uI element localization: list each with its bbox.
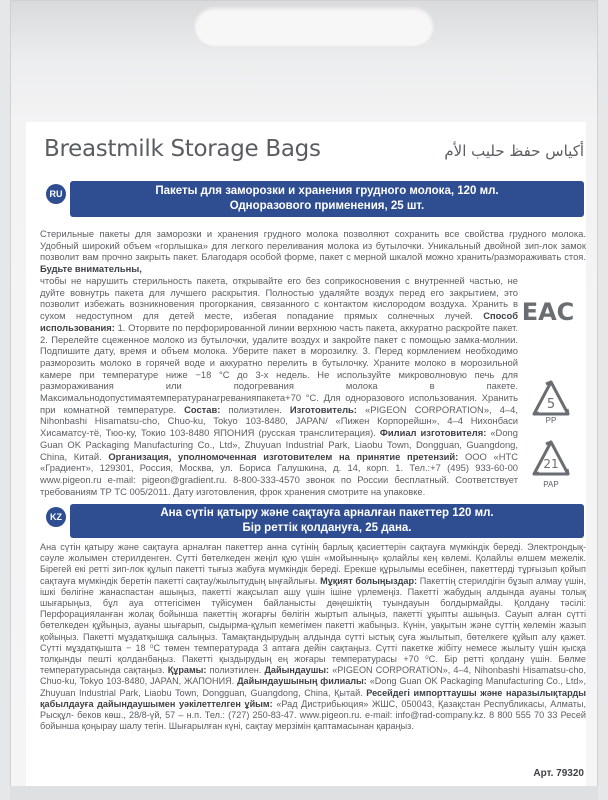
kz-branch-label: Дайындаушының филиалы:: [237, 676, 370, 687]
ru-branch-text: «Dong Guan OK Packaging Manufacturing Co., Ltd», Zhuyuan Industrial Park, Liaobu Town, Dongguan, Guangdong, China, Китай.: [40, 427, 518, 462]
ru-composition-label: Состав:: [184, 403, 229, 415]
bottom-edge: [10, 786, 598, 800]
ru-org-text: ООО «НТС «Градиент», 129301, Россия, Москва, ул. Бориса Галушкина, д. 14, корп. 1. Тел.:+7 (495) 933-60-00 www.pigeon.ru e-mail: pigeon@gradient.ru. 8-800-333-4570 звонок по России бесплатный. Соответствует требованиям ТР ТС 005/2011. Дату изготовления, фрок хранения смотрите на упаковке.: [40, 450, 518, 497]
ru-code: RU: [46, 184, 66, 204]
ru-manufacturer-label: Изготовитель:: [289, 403, 365, 415]
ru-intro-text: Стерильные пакеты для заморозки и хранения грудного молока позволяют сохранить все свойства грудного молока. Удобный широкий объем «горлышка» для легкого переливания молока из бутылочки. Уникальный двойной зип-лок замок позволит вам прочно закрыть пакет. Благодаря особой форме, пакет с мерной шкалой можно хранить/размораживать стоя.: [40, 228, 586, 263]
title-english: Breastmilk Storage Bags: [44, 136, 321, 162]
kz-manufacturer-label: Дайындаушы:: [264, 665, 333, 676]
kz-importer-label: Ресейдегі импорттаушы және наразылықтарды қабылдауға дайындаушымен уәкілеттелген ұйым:: [40, 687, 586, 709]
ru-main-text: [40, 275, 518, 497]
kz-manufacturer-text: «PIGEON CORPORATION», 4–4, Nihonbashi Hisamatsu-cho, Chuo-ku, Tokyo 103-8480, JAPAN, ЖАПОНИЯ.: [40, 665, 586, 687]
kz-composition-label: Құрамы:: [167, 665, 210, 676]
ru-banner-line2: Одноразового применения, 25 шт.: [229, 200, 425, 212]
ru-manufacturer-text: «PIGEON CORPORATION», 4–4, Nihonbashi Hisamatsu-cho, Chuo-ku, Tokyo 103-8480, JAPAN/ «Пижен Корпорейшн», 4–4 Нихонбаси Хисаматсу-тё, Тюо-ку, Токио 103-8480 ЯПОНИЯ (русская транслитерация).: [40, 403, 518, 439]
article-number: Арт. 79320: [533, 768, 584, 779]
ru-language-marker: [46, 184, 66, 204]
ru-banner: [70, 181, 584, 217]
eac-mark-icon: [521, 292, 575, 328]
recycle-pp-label: PP: [545, 416, 557, 425]
ru-banner-line1: Пакеты для заморозки и хранения грудного молока, 120 мл.: [155, 185, 499, 197]
ru-usage-text: 1. Оторвите по перфорированной линии верхнюю часть пакета, аккуратно раскройте пакет. 2. Перелейте сцеженное молоко из бутылочки, удалите воздух и закройте пакет с помощью замка-молнии. Подпишите дату, время и объем молока. Уберите пакет в морозилку. 3. Перед кормлением необходимо разморозить молоко в горячей воде и аккуратно перелить в бутылочку. Храните молоко в морозильной камере при температуре ниже −18 °С до 3-х недель. Не используйте микроволновую печь для размораживания или подогревания молока в пакете. Максимальнодопустимаятемпературанагреванияпакета+70 °С. Для одноразового использования. Хранить при комнатной температуре.: [40, 321, 518, 415]
recycle-pap-label: PAP: [543, 480, 559, 489]
hang-hole: [194, 6, 434, 46]
kz-composition-text: полиэтилен.: [209, 665, 265, 676]
eac-text: EAC: [521, 298, 575, 326]
ru-warn-text: чтобы не нарушить стерильность пакета, открывайте его без соприкосновения с внутренней частью, не дуйте вовнутрь пакета для лучшего раскрытия. Полностью удаляйте воздух перед его закрытием, это позволит избежать возникновения прогоркания, связанного с контактом кислородом воздуха. Хранить в сухом недоступном для детей месте, избегая попадание прямых солнечных лучей.: [40, 275, 518, 322]
title-arabic: أكياس حفظ حليب الأم: [444, 142, 584, 160]
kz-intro-text: Ана сүтін қатыру және сақтауға арналған пакеттер анна сүтінің барлық қасиеттерін сақтауға мүмкіндік береді. Электрондық-сәуле жолымен стерилденген. Сүтті бөтелкеден жеңіл құю үшін «мойынның» қолайлы кең көлемі. Қолайлы өлшем межелік. Бірегей екі ретті зип-лок құлып пакетті тығыз жабуға мүмкіндік береді. Ерекше құрылымы есебінен, пакеттерді тұрғызып қойып сақтауға мүмкіндік беретін пакетті сақтау/жылытудың ыңғайлығы.: [40, 542, 586, 586]
kz-branch-text: «Dong Guan OK Packaging Manufacturing Co., Ltd», Zhuyuan Industrial Park, Liaobu Town, Dongguan, Guangdong, China, Қытай.: [40, 676, 586, 698]
product-title: [44, 136, 584, 162]
kz-banner: [70, 504, 584, 538]
kz-banner-line2: Бір реттік қолдануға, 25 дана.: [242, 522, 412, 534]
ru-warn-label: Будьте внимательны,: [40, 263, 142, 275]
ru-branch-label: Филиал изготовителя:: [379, 427, 491, 439]
kz-warn-text: Пакеттің стерилдігін бұзып алмау үшін, ішкі бөлігіне жанаспастан ашыңыз, пакетті жақсылап ашу үшін ішіне үрлемеңіз. Пакетті жабудың алдында ауаны толық шығарыңыз, бұл ауа оттегісімен түйісумен байланысты дөңешіктің туындауын болдырмайды. Қолдану тәсілі: Перфорацияланған жолақ бойынша пакеттің жоғарғы бөлігін жыртып алыңыз, пакетті ұқыпты ашыңыз. Сауып алған сүтті бөтелкеден құйыңыз, ауаны шығарып, сыдырма-құлып кемегімен пакетті жабыңыз. Күнін, уақытын және сүттің көлемін жазып қойыңыз. Пакетті мұздатқышқа салыңыз. Тамақтандырудың алдында сүтті ыстық суға жылытып, бөтелкеге құйып алу қажет. Сүтті мұздатқышта − 18 ⁰С төмен температурада 3 аптаға дейін сақтаңыз. Сүтті пакетке жібіту немесе жылыту үшін қысқа толқынды пешті қолданбаңыз. Пакетті қыздырудың ең жоғары температурасы +70 ⁰С. Бір ретті қолдану үшін. Бөлме температурасында сақтаңыз.: [40, 575, 586, 676]
kz-banner-line1: Ана сүтін қатыру және сақтауға арналған пакеттер 120 мл.: [160, 507, 494, 519]
kz-importer-text: «Рад Дистрибьюция» ЖШС, 050043, Қазақстан Республикасы, Алматы, Рысқұл- беков көш., 28/8-үй, 57 – н.п. Тел.: (727) 250-83-47. www.pigeon.ru. e-mail: info@rad-company.kz. 8 800 555 70 33 Ресей бойынша қоңырау шалу тегін. Шығарылған күні, сақтау мерзімін қаптамасынан қараңыз.: [40, 698, 586, 732]
ru-composition-text: полиэтилен.: [228, 403, 290, 415]
svg-text:5: 5: [546, 397, 556, 412]
recycle-pap-icon: [526, 436, 576, 484]
kz-warn-label: Мұқият болыңыздар:: [320, 575, 420, 586]
svg-text:21: 21: [543, 457, 559, 471]
ru-intro: [40, 228, 586, 275]
kz-language-marker: [46, 507, 66, 527]
ru-usage-label: Способ использования:: [40, 310, 518, 333]
kz-main-text: [40, 542, 586, 732]
ru-org-label: Организация, уполномоченная изготовителем на принятие претензий:: [108, 450, 465, 462]
kz-code: KZ: [46, 507, 66, 527]
